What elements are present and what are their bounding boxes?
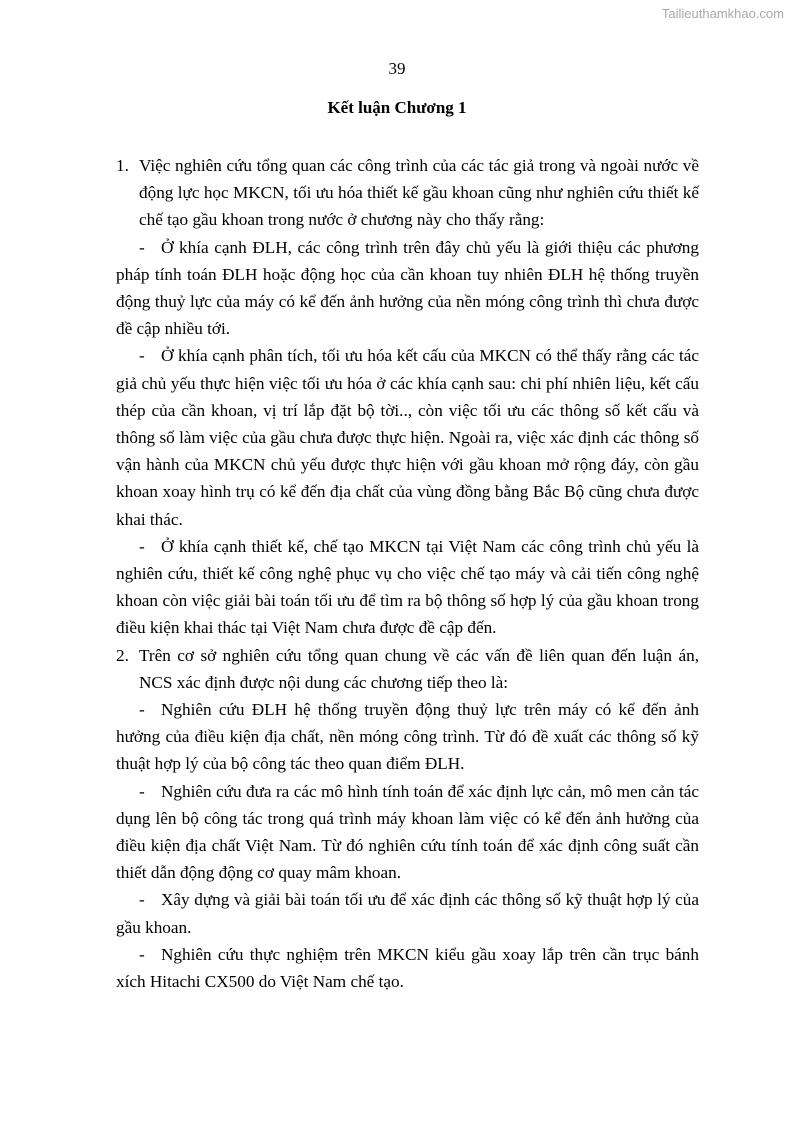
dash-marker: -	[139, 890, 145, 910]
sub-item-text: Xây dựng và giải bài toán tối ưu để xác định các thông số kỹ thuật hợp lý của gầu khoan.	[116, 890, 699, 937]
item-text: Việc nghiên cứu tổng quan các công trình của các tác giả trong và ngoài nước về động lực học MKCN, tối ưu hóa thiết kế gầu khoan cũng như nghiên cứu thiết kế chế tạo gầu khoan trong nước ở chương này cho thấy rằng:	[139, 156, 699, 230]
dash-marker: -	[139, 346, 145, 366]
dash-marker: -	[139, 237, 145, 257]
numbered-item-2	[116, 642, 699, 696]
sub-item	[116, 886, 699, 940]
numbered-item-1	[116, 152, 699, 234]
sub-item	[116, 342, 699, 532]
watermark: Tailieuthamkhao.com	[661, 6, 784, 21]
sub-item	[116, 533, 699, 642]
dash-marker: -	[139, 700, 145, 720]
item-number: 2.	[116, 645, 129, 665]
item-number: 1.	[116, 156, 129, 175]
sub-item-text: Nghiên cứu thực nghiệm trên MKCN kiểu gầu xoay lắp trên cần trục bánh xích Hitachi CX500 do Việt Nam chế tạo.	[116, 944, 699, 992]
item-text: Trên cơ sở nghiên cứu tổng quan chung về các vấn đề liên quan đến luận án, NCS xác định được nội dung các chương tiếp theo là:	[139, 645, 699, 692]
sub-item-text: Ở khía cạnh ĐLH, các công trình trên đây chủ yếu là giới thiệu các phương pháp tính toán ĐLH hoặc động học của cần khoan tuy nhiên ĐLH hệ thống truyền động thuỷ lực của máy có kể đến ảnh hưởng của nền móng công trình thì chưa được đề cập nhiều tới.	[116, 237, 699, 339]
sub-item	[116, 778, 699, 887]
chapter-title: Kết luận Chương 1	[327, 98, 467, 117]
sub-item-text: Nghiên cứu đưa ra các mô hình tính toán để xác định lực cản, mô men cản tác dụng lên bộ công tác trong quá trình máy khoan làm việc có kể đến ảnh hưởng của điều kiện địa chất Việt Nam. Từ đó nghiên cứu tính toán để xác định công suất cần thiết dẫn động động cơ quay mâm khoan.	[116, 781, 699, 883]
sub-item	[116, 941, 699, 995]
sub-item-text: Nghiên cứu ĐLH hệ thống truyền động thuỷ lực trên máy có kể đến ảnh hưởng của điều kiện địa chất, nền móng công trình. Từ đó đề xuất các thông số kỹ thuật hợp lý của bộ công tác theo quan điểm ĐLH.	[116, 700, 699, 774]
dash-marker: -	[139, 781, 145, 801]
sub-item	[116, 234, 699, 343]
sub-item-text: Ở khía cạnh phân tích, tối ưu hóa kết cấu của MKCN có thể thấy rằng các tác giả chủ yếu thực hiện việc tối ưu hóa ở các khía cạnh sau: chi phí nhiên liệu, kết cấu thép của cần khoan, vị trí lắp đặt bộ tời.., còn việc tối ưu các thông số kết cấu và thông số làm việc của gầu chưa được thực hiện. Ngoài ra, việc xác định các thông số vận hành của MKCN chủ yếu được thực hiện với gầu khoan mở rộng đáy, còn gầu khoan xoay hình trụ có kể đến địa chất của vùng đồng bằng Bắc Bộ cũng chưa được khai thác.	[116, 346, 699, 529]
sub-item-text: Ở khía cạnh thiết kế, chế tạo MKCN tại Việt Nam các công trình chủ yếu là nghiên cứu, thiết kế công nghệ phục vụ cho việc chế tạo máy và cải tiến công nghệ khoan còn việc giải bài toán tối ưu để tìm ra bộ thông số hợp lý của gầu khoan trong điều kiện khai thác tại Việt Nam chưa được đề cập đến.	[116, 536, 699, 638]
dash-marker: -	[139, 944, 145, 964]
sub-item	[116, 696, 699, 778]
dash-marker: -	[139, 536, 145, 556]
page-number: 39	[388, 59, 406, 78]
document-body	[116, 152, 699, 995]
